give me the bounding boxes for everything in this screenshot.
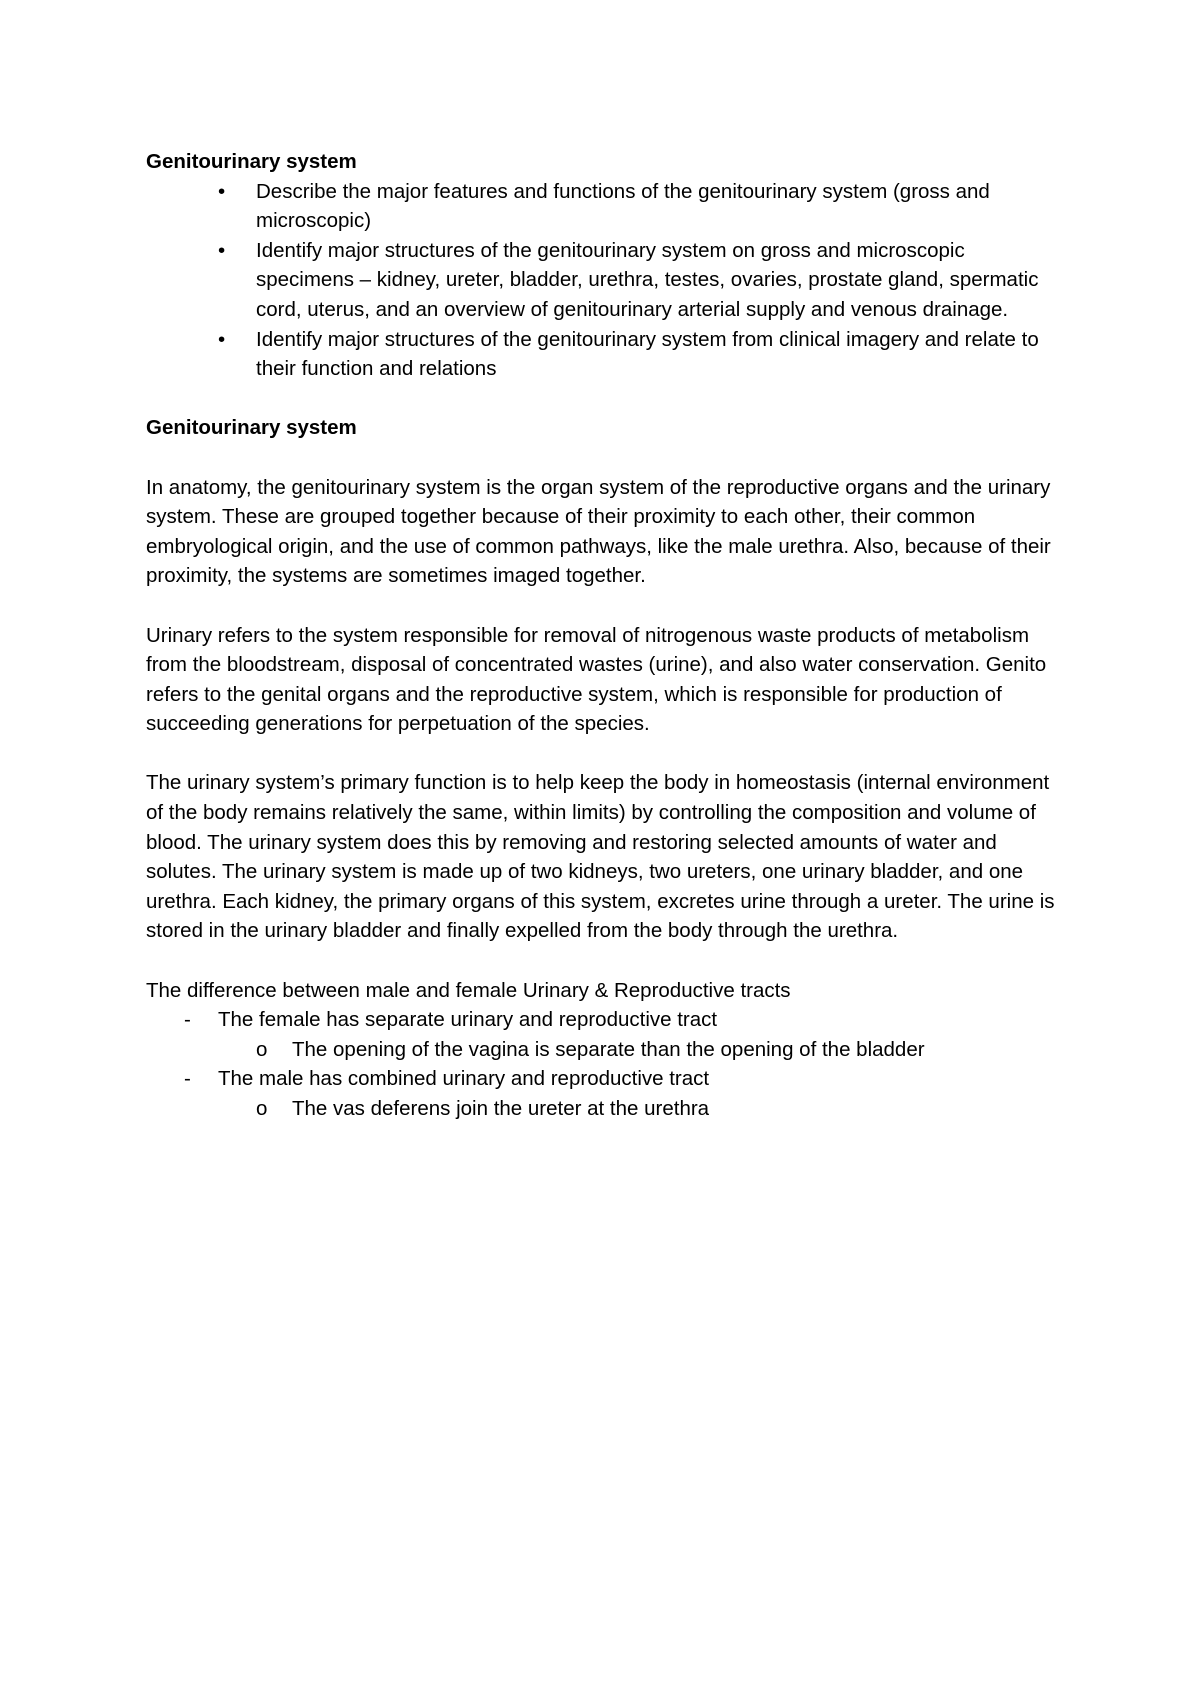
- difference-sublist: [218, 1094, 1066, 1124]
- objective-item: [146, 236, 1066, 325]
- difference-sublist: [218, 1035, 1066, 1065]
- difference-text: The male has combined urinary and reproductive tract: [218, 1067, 710, 1091]
- dash-icon: -: [184, 1067, 191, 1091]
- objective-text: Identify major structures of the genitourinary system on gross and microscopic specimens – kidney, ureter, bladder, urethra, testes, ovaries, prostate gland, spermatic cord, uterus, and an overview of genitourinary arterial supply and venous drainage.: [256, 238, 1039, 321]
- paragraph-urinary-genito: Urinary refers to the system responsible for removal of nitrogenous waste products of metabolism from the bloodstream, disposal of concentrated wastes (urine), and also water conservation. Genito refers to the genital organs and the reproductive system, which is responsible for production of succeeding generations for perpetuation of the species.: [146, 623, 1047, 736]
- circle-bullet-icon: o: [256, 1097, 268, 1120]
- difference-item: [146, 1005, 1066, 1064]
- bullet-icon: •: [218, 327, 226, 351]
- difference-item: [146, 1064, 1066, 1123]
- differences-intro: The difference between male and female Urinary & Reproductive tracts: [146, 978, 791, 1002]
- objectives-list: [146, 177, 1066, 384]
- dash-icon: -: [184, 1008, 191, 1032]
- difference-subitem: [146, 1035, 1066, 1065]
- spacer: [146, 946, 1066, 976]
- objective-text: Describe the major features and functions of the genitourinary system (gross and microscopic): [256, 179, 990, 233]
- section-heading: Genitourinary system: [146, 416, 357, 440]
- difference-subtext: The opening of the vagina is separate than the opening of the bladder: [292, 1037, 925, 1061]
- objective-item: [146, 325, 1066, 384]
- spacer: [146, 443, 1066, 473]
- objective-text: Identify major structures of the genitourinary system from clinical imagery and relate to their function and relations: [256, 327, 1039, 381]
- bullet-icon: •: [218, 179, 226, 203]
- bullet-icon: •: [218, 238, 226, 262]
- objective-item: [146, 177, 1066, 236]
- paragraph-anatomy: In anatomy, the genitourinary system is the organ system of the reproductive organs and the urinary system. These are grouped together because of their proximity to each other, their common embryological origin, and the use of common pathways, like the male urethra. Also, because of their proximity, the systems are sometimes imaged together.: [146, 475, 1051, 588]
- differences-list: [146, 1005, 1066, 1123]
- circle-bullet-icon: o: [256, 1037, 268, 1061]
- difference-text: The female has separate urinary and reproductive tract: [218, 1008, 718, 1032]
- difference-subitem: [146, 1094, 1066, 1124]
- spacer: [146, 739, 1066, 769]
- paragraph-urinary-function: The urinary system’s primary function is to help keep the body in homeostasis (internal environment of the body remains relatively the same, within limits) by controlling the composition and volume of blood. The urinary system does this by removing and restoring selected amounts of water and solutes. The urinary system is made up of two kidneys, two ureters, one urinary bladder, and one urethra. Each kidney, the primary organs of this system, excretes urine through a ureter. The urine is stored in the urinary bladder and finally expelled from the body through the urethra.: [146, 771, 1055, 943]
- document-content: [146, 147, 1066, 1124]
- objectives-heading: Genitourinary system: [146, 150, 357, 173]
- spacer: [146, 384, 1066, 414]
- difference-subtext: The vas deferens join the ureter at the urethra: [292, 1097, 710, 1120]
- spacer: [146, 591, 1066, 621]
